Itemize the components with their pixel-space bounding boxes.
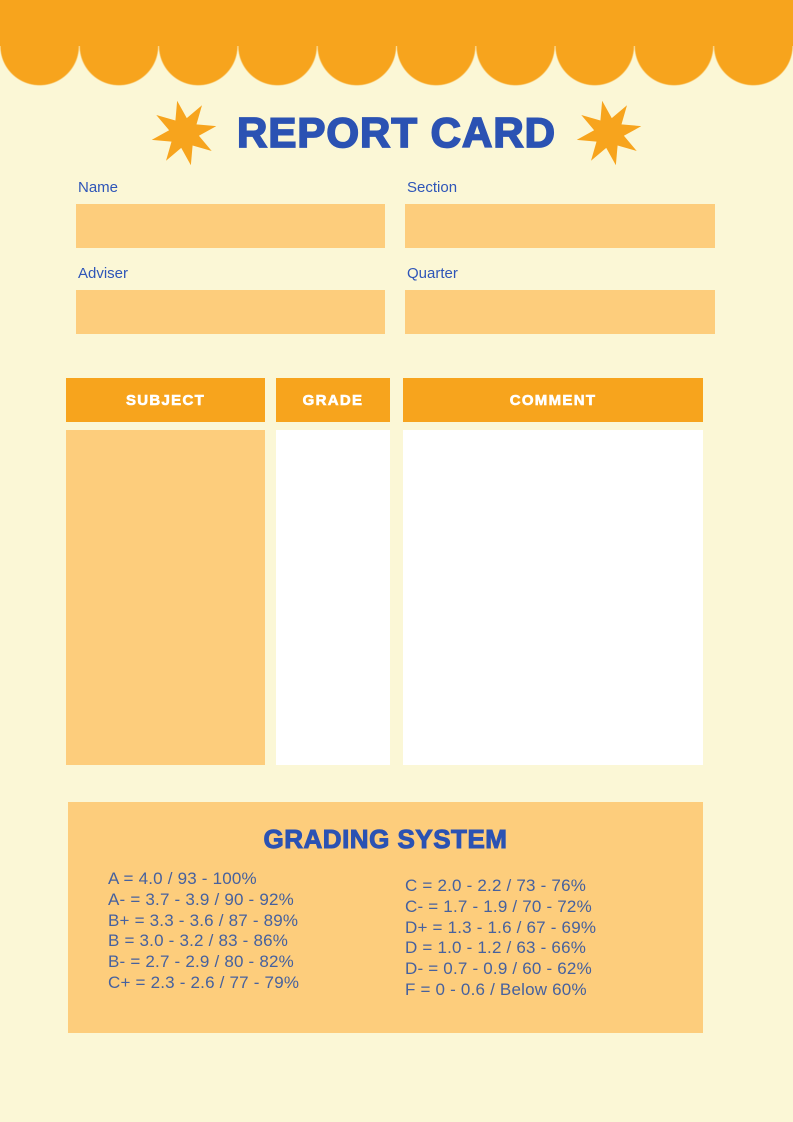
grading-scale-item: B = 3.0 - 3.2 / 83 - 86% — [108, 931, 289, 951]
table-header-row — [66, 378, 703, 422]
field-adviser — [76, 265, 385, 334]
section-input[interactable] — [405, 204, 715, 248]
starburst-icon — [576, 100, 642, 166]
student-info-form — [76, 179, 715, 334]
grading-scale-item: B- = 2.7 - 2.9 / 80 - 82% — [108, 952, 294, 972]
grading-scale-item: A = 4.0 / 93 - 100% — [108, 869, 257, 888]
field-quarter — [405, 265, 715, 334]
starburst-icon — [151, 100, 217, 166]
page-title: REPORT CARD — [236, 109, 556, 156]
field-name — [76, 179, 385, 248]
grading-scale-right-column — [405, 876, 596, 1001]
grading-scale-item: C+ = 2.3 - 2.6 / 77 - 79% — [108, 972, 300, 992]
grading-scale-item: A- = 3.7 - 3.9 / 90 - 92% — [108, 889, 294, 909]
grade-column-header: GRADE — [276, 378, 390, 422]
grading-scale-item: D- = 0.7 - 0.9 / 60 - 62% — [405, 959, 592, 979]
grading-scale-item: D = 1.0 - 1.2 / 63 - 66% — [405, 938, 587, 958]
grading-scale-item: F = 0 - 0.6 / Below 60% — [405, 979, 587, 999]
section-label: Section — [407, 179, 458, 196]
subject-column-header: SUBJECT — [66, 378, 265, 422]
adviser-input[interactable] — [76, 290, 385, 334]
quarter-label: Quarter — [407, 265, 458, 282]
subject-column-cell[interactable] — [66, 430, 265, 765]
grading-scale-item: C- = 1.7 - 1.9 / 70 - 72% — [405, 896, 592, 916]
quarter-input[interactable] — [405, 290, 715, 334]
comment-column-cell[interactable] — [403, 430, 703, 765]
grade-column-cell[interactable] — [276, 430, 390, 765]
scallop-band — [0, 0, 793, 46]
grading-scale-item: D+ = 1.3 - 1.6 / 67 - 69% — [405, 917, 597, 937]
scalloped-border — [0, 0, 793, 87]
name-label: Name — [78, 179, 119, 196]
adviser-label: Adviser — [78, 265, 129, 282]
grading-scale-item: B+ = 3.3 - 3.6 / 87 - 89% — [108, 910, 299, 930]
scallop-bumps — [0, 46, 793, 87]
field-section — [405, 179, 715, 248]
grading-scale-left-column — [108, 869, 299, 994]
title-row — [0, 98, 793, 168]
name-input[interactable] — [76, 204, 385, 248]
comment-column-header: COMMENT — [403, 378, 703, 422]
grading-system-box — [68, 802, 703, 1033]
grading-scale-item: C = 2.0 - 2.2 / 73 - 76% — [405, 876, 587, 895]
grading-system-title: GRADING SYSTEM — [263, 824, 508, 854]
grades-table — [66, 378, 703, 765]
table-body-row — [66, 430, 703, 765]
